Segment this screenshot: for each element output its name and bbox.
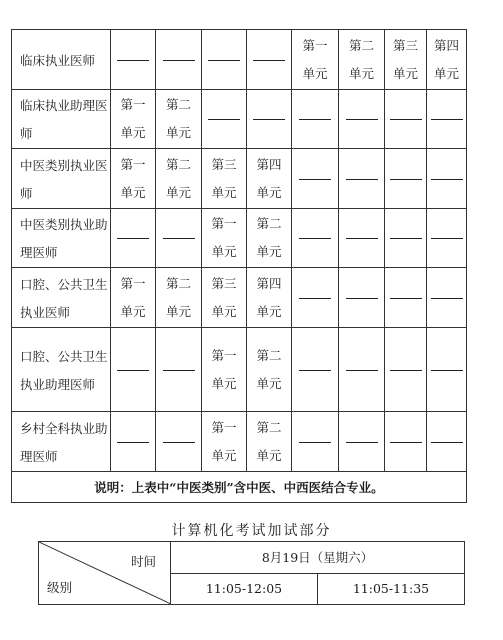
unit-cell: 第二 单元: [247, 412, 292, 472]
table-row: [12, 90, 467, 149]
unit-cell: 第二 单元: [247, 328, 292, 412]
empty-cell: [339, 209, 385, 268]
dash-line: [431, 238, 463, 239]
empty-cell: [385, 268, 427, 328]
empty-cell: [385, 412, 427, 472]
empty-cell: [339, 149, 385, 209]
empty-cell: [292, 149, 339, 209]
unit-cell: 第一 单元: [111, 268, 156, 328]
empty-cell: [111, 328, 156, 412]
dash-line: [346, 119, 378, 120]
dash-line: [299, 179, 331, 180]
table-row: [12, 30, 467, 90]
unit-cell: 第一 单元: [111, 90, 156, 149]
table-note: 说明：上表中“中医类别”含中医、中西医结合专业。: [12, 472, 467, 503]
table-row: [12, 328, 467, 412]
table-row: [12, 149, 467, 209]
dash-line: [163, 60, 195, 61]
unit-cell: 第一 单元: [202, 209, 247, 268]
empty-cell: [247, 90, 292, 149]
unit-cell: 第二 单元: [156, 149, 202, 209]
dash-line: [208, 60, 240, 61]
empty-cell: [111, 209, 156, 268]
unit-cell: 第三 单元: [202, 149, 247, 209]
note-row: [12, 472, 467, 503]
dash-line: [390, 238, 422, 239]
table-row: [12, 209, 467, 268]
unit-cell: 第一 单元: [292, 30, 339, 90]
row-label: 中医类别执业助理医师: [12, 209, 111, 268]
dash-line: [431, 442, 463, 443]
empty-cell: [339, 268, 385, 328]
computer-exam-table: [38, 541, 465, 605]
dash-line: [253, 60, 285, 61]
unit-cell: 第二 单元: [156, 90, 202, 149]
exam-schedule-table: [11, 29, 467, 503]
empty-cell: [385, 328, 427, 412]
header-time-label: 时间: [130, 554, 156, 569]
dash-line: [346, 442, 378, 443]
empty-cell: [339, 328, 385, 412]
empty-cell: [339, 90, 385, 149]
row-label: 口腔、公共卫生执业医师: [12, 268, 111, 328]
exam-date-cell: 8月19日（星期六）: [171, 542, 465, 574]
unit-cell: 第三 单元: [385, 30, 427, 90]
unit-cell: 第一 单元: [202, 412, 247, 472]
dash-line: [390, 370, 422, 371]
table-row: [12, 412, 467, 472]
empty-cell: [427, 412, 467, 472]
section-title: 计算机化考试加试部分: [171, 523, 332, 539]
empty-cell: [427, 328, 467, 412]
dash-line: [346, 179, 378, 180]
unit-cell: 第二 单元: [156, 268, 202, 328]
row-label: 临床执业医师: [12, 30, 111, 90]
dash-line: [299, 370, 331, 371]
dash-line: [431, 298, 463, 299]
dash-line: [346, 238, 378, 239]
empty-cell: [292, 412, 339, 472]
dash-line: [163, 370, 195, 371]
dash-line: [163, 238, 195, 239]
row-label: 乡村全科执业助理医师: [12, 412, 111, 472]
empty-cell: [385, 209, 427, 268]
dash-line: [117, 370, 149, 371]
dash-line: [431, 370, 463, 371]
dash-line: [390, 179, 422, 180]
empty-cell: [427, 209, 467, 268]
dash-line: [390, 442, 422, 443]
dash-line: [117, 442, 149, 443]
unit-cell: 第四 单元: [247, 149, 292, 209]
dash-line: [117, 238, 149, 239]
dash-line: [346, 298, 378, 299]
empty-cell: [339, 412, 385, 472]
dash-line: [117, 60, 149, 61]
dash-line: [163, 442, 195, 443]
time-slot-2: 11:05-11:35: [318, 573, 465, 605]
header-corner-cell: [39, 542, 171, 605]
row-label: 中医类别执业医师: [12, 149, 111, 209]
table-row: [12, 268, 467, 328]
empty-cell: [385, 149, 427, 209]
empty-cell: [292, 209, 339, 268]
unit-cell: 第一 单元: [111, 149, 156, 209]
row-label: 临床执业助理医师: [12, 90, 111, 149]
dash-line: [208, 119, 240, 120]
empty-cell: [292, 268, 339, 328]
empty-cell: [156, 328, 202, 412]
empty-cell: [292, 328, 339, 412]
dash-line: [431, 179, 463, 180]
dash-line: [431, 119, 463, 120]
exam-schedule-body: [12, 30, 467, 503]
empty-cell: [156, 412, 202, 472]
unit-cell: 第四 单元: [247, 268, 292, 328]
dash-line: [390, 298, 422, 299]
empty-cell: [427, 268, 467, 328]
empty-cell: [156, 209, 202, 268]
unit-cell: 第四 单元: [427, 30, 467, 90]
empty-cell: [202, 90, 247, 149]
empty-cell: [156, 30, 202, 90]
dash-line: [253, 119, 285, 120]
dash-line: [299, 238, 331, 239]
header-level-label: 级别: [47, 580, 73, 595]
dash-line: [299, 298, 331, 299]
dash-line: [299, 442, 331, 443]
unit-cell: 第一 单元: [202, 328, 247, 412]
empty-cell: [385, 90, 427, 149]
unit-cell: 第三 单元: [202, 268, 247, 328]
empty-cell: [111, 30, 156, 90]
empty-cell: [427, 149, 467, 209]
empty-cell: [247, 30, 292, 90]
dash-line: [346, 370, 378, 371]
dash-line: [299, 119, 331, 120]
empty-cell: [202, 30, 247, 90]
row-label: 口腔、公共卫生执业助理医师: [12, 328, 111, 412]
empty-cell: [427, 90, 467, 149]
empty-cell: [111, 412, 156, 472]
dash-line: [390, 119, 422, 120]
empty-cell: [292, 90, 339, 149]
unit-cell: 第二 单元: [339, 30, 385, 90]
unit-cell: 第二 单元: [247, 209, 292, 268]
time-slot-1: 11:05-12:05: [171, 573, 318, 605]
